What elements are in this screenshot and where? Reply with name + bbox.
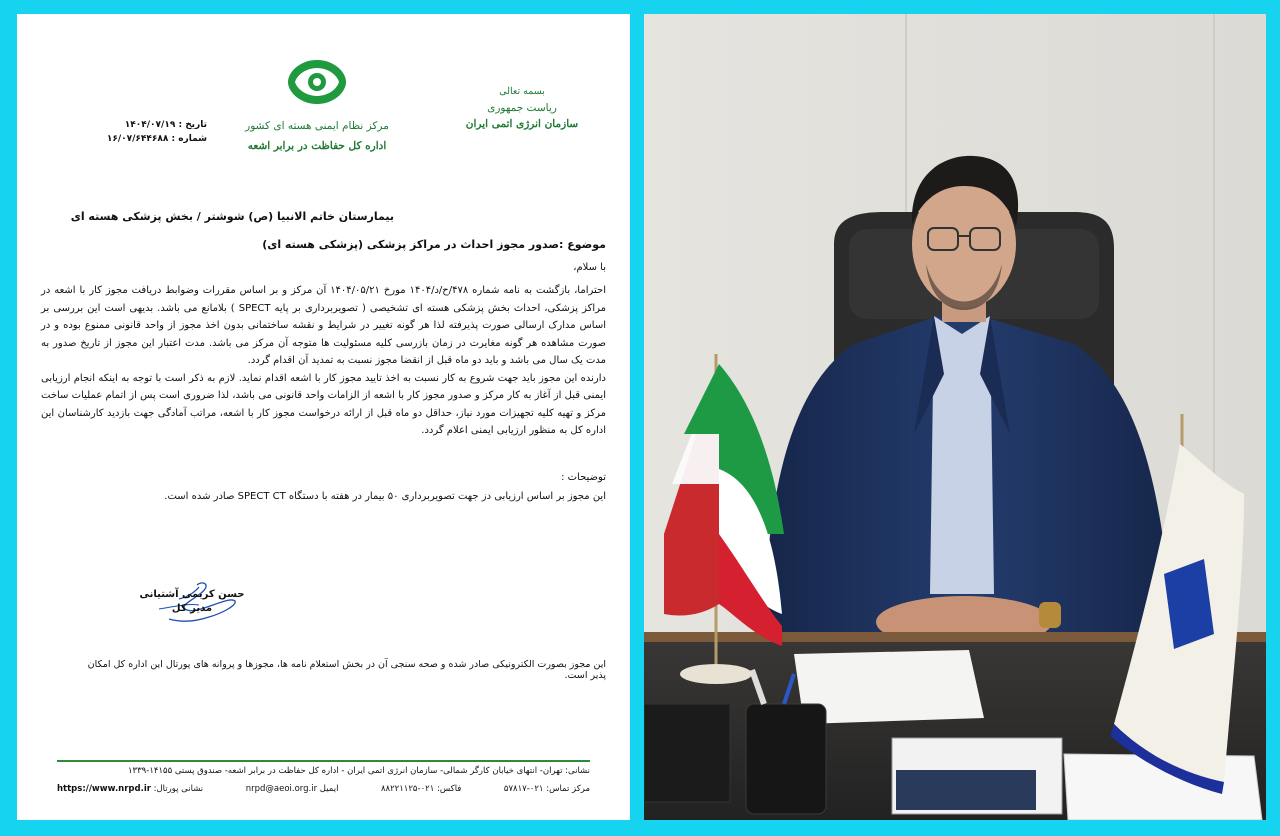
- footer-address: نشانی: تهران- انتهای خیابان کارگر شمالی- سازمان انرژی اتمی ایران - اداره کل حفاظت در برابر اشعه- صندوق پستی ۱۴۱۵۵-۱۳۳۹: [127, 766, 590, 776]
- notes-title: توضیحات :: [561, 472, 606, 483]
- pen-holder: [746, 704, 826, 814]
- footer-portal-url[interactable]: https://www.nrpd.ir: [57, 784, 151, 794]
- letterhead-ministry: [462, 84, 582, 132]
- letter-paragraph-2: دارنده این مجوز باید جهت شروع به کار نسبت به اخذ تایید مجوز کار با اشعه اقدام نماید. لازم به ذکر است با توجه به اینکه انجام ارزیابی ایمنی قبل از آغاز به کار مرکز و صدور مجوز کار با اشعه از الزامات واحد قانونی می باشد، لذا ضروری است پس از اتمام عملیات ساخت مرکز و تهیه کلیه تجهیزات مورد نیاز، حداقل دو ماه قبل از ارائه درخواست مجوز کار با اشعه، مراتب آمادگی جهت بازدید کارشناسان این اداره کل به منظور ارزیابی ایمنی اعلام گردد.: [41, 372, 606, 436]
- letter-body: [41, 282, 606, 440]
- footer-phone: مرکز تماس: ۰۲۱-۵۷۸۱۷: [503, 784, 590, 794]
- signer-name: حسن کریمی آشتیانی: [139, 589, 245, 600]
- letter-meta: [97, 118, 207, 146]
- footer-email[interactable]: nrpd@aeoi.org.ir: [245, 784, 318, 794]
- letter-paragraph-1: احتراما، بازگشت به نامه شماره ۴۷۸/ح/د/۱۴۰۴ مورخ ۱۴۰۴/۰۵/۲۱ آن مرکز و بر اساس مقررات وضوابط دریافت مجوز کار با اشعه در مراکز پزشکی، احداث بخش پزشکی هسته ای تشخیصی ( تصویربرداری بر پایه SPECT ) بلامانع می باشد. بدیهی است این بررسی بر اساس مدارک ارسالی صورت پذیرفته لذا هر گونه تغییر در شرایط و نقشه ساختمانی بدون اخذ مجوز از واحد قانونی ممنوع بوده و در صورت مشاهده هر گونه مغایرت در زمان بازرسی کلیه مسئولیت ها متوجه آن مرکز می باشد. مدت اعتبار این مجوز از تاریخ صدور به مدت یک سال می باشد و باید دو ماه قبل از انقضا مجوز نسبت به تمدید آن اقدام گردد.: [41, 285, 607, 366]
- letterhead-basmala: بسمه تعالی: [499, 86, 545, 97]
- nrpd-logo-icon: [282, 54, 352, 110]
- letter-addressee: بیمارستان خاتم الانبیا (ص) شوشتر / بخش پزشکی هسته ای: [70, 210, 394, 223]
- signer-block: [137, 588, 247, 616]
- letterhead-center: [242, 54, 392, 154]
- file-tray: [644, 704, 730, 802]
- letterhead-aeoi: سازمان انرژی اتمی ایران: [465, 118, 579, 130]
- letterhead-presidency: ریاست جمهوری: [487, 102, 557, 114]
- footer-divider: [57, 760, 590, 762]
- footer-portal-group: [57, 784, 203, 794]
- letter-number: شماره : ۱۶/۰۷/۶۴۴۶۸۸: [106, 134, 207, 144]
- letter-date: تاریخ : ۱۴۰۴/۰۷/۱۹: [124, 120, 207, 130]
- letter-greeting: با سلام،: [573, 262, 606, 273]
- letterhead-center-name: مرکز نظام ایمنی هسته ای کشور: [245, 120, 389, 132]
- footer-fax: فاکس: ۰۲۱-۸۸۲۲۱۱۲۵: [380, 784, 462, 794]
- wristwatch-icon: [1039, 602, 1061, 628]
- electronic-issue-note: این مجوز بصورت الکترونیکی صادر شده و صحه سنجی آن در بخش استعلام نامه ها، مجوزها و پروانه های پورتال این اداره کل امکان پذیر است.: [87, 659, 606, 681]
- office-photo-illustration: [644, 14, 1266, 820]
- footer-portal-label: نشانی پورتال:: [153, 784, 204, 794]
- signer-title: مدیر کل: [171, 603, 213, 614]
- director-photo: [644, 14, 1266, 820]
- footer-email-label: ایمیل: [319, 784, 339, 794]
- notes-text: این مجوز بر اساس ارزیابی دز جهت تصویربرداری ۵۰ بیمار در هفته با دستگاه SPECT CT صادر شده است.: [164, 491, 606, 502]
- license-letter: [17, 14, 630, 820]
- footer-email-group: [246, 784, 339, 794]
- letterhead-department-name: اداره کل حفاظت در برابر اشعه: [247, 140, 387, 152]
- letter-subject: موضوع :صدور مجوز احداث در مراکز پزشکی (پزشکی هسته ای): [262, 238, 606, 251]
- footer-contacts: [57, 784, 590, 794]
